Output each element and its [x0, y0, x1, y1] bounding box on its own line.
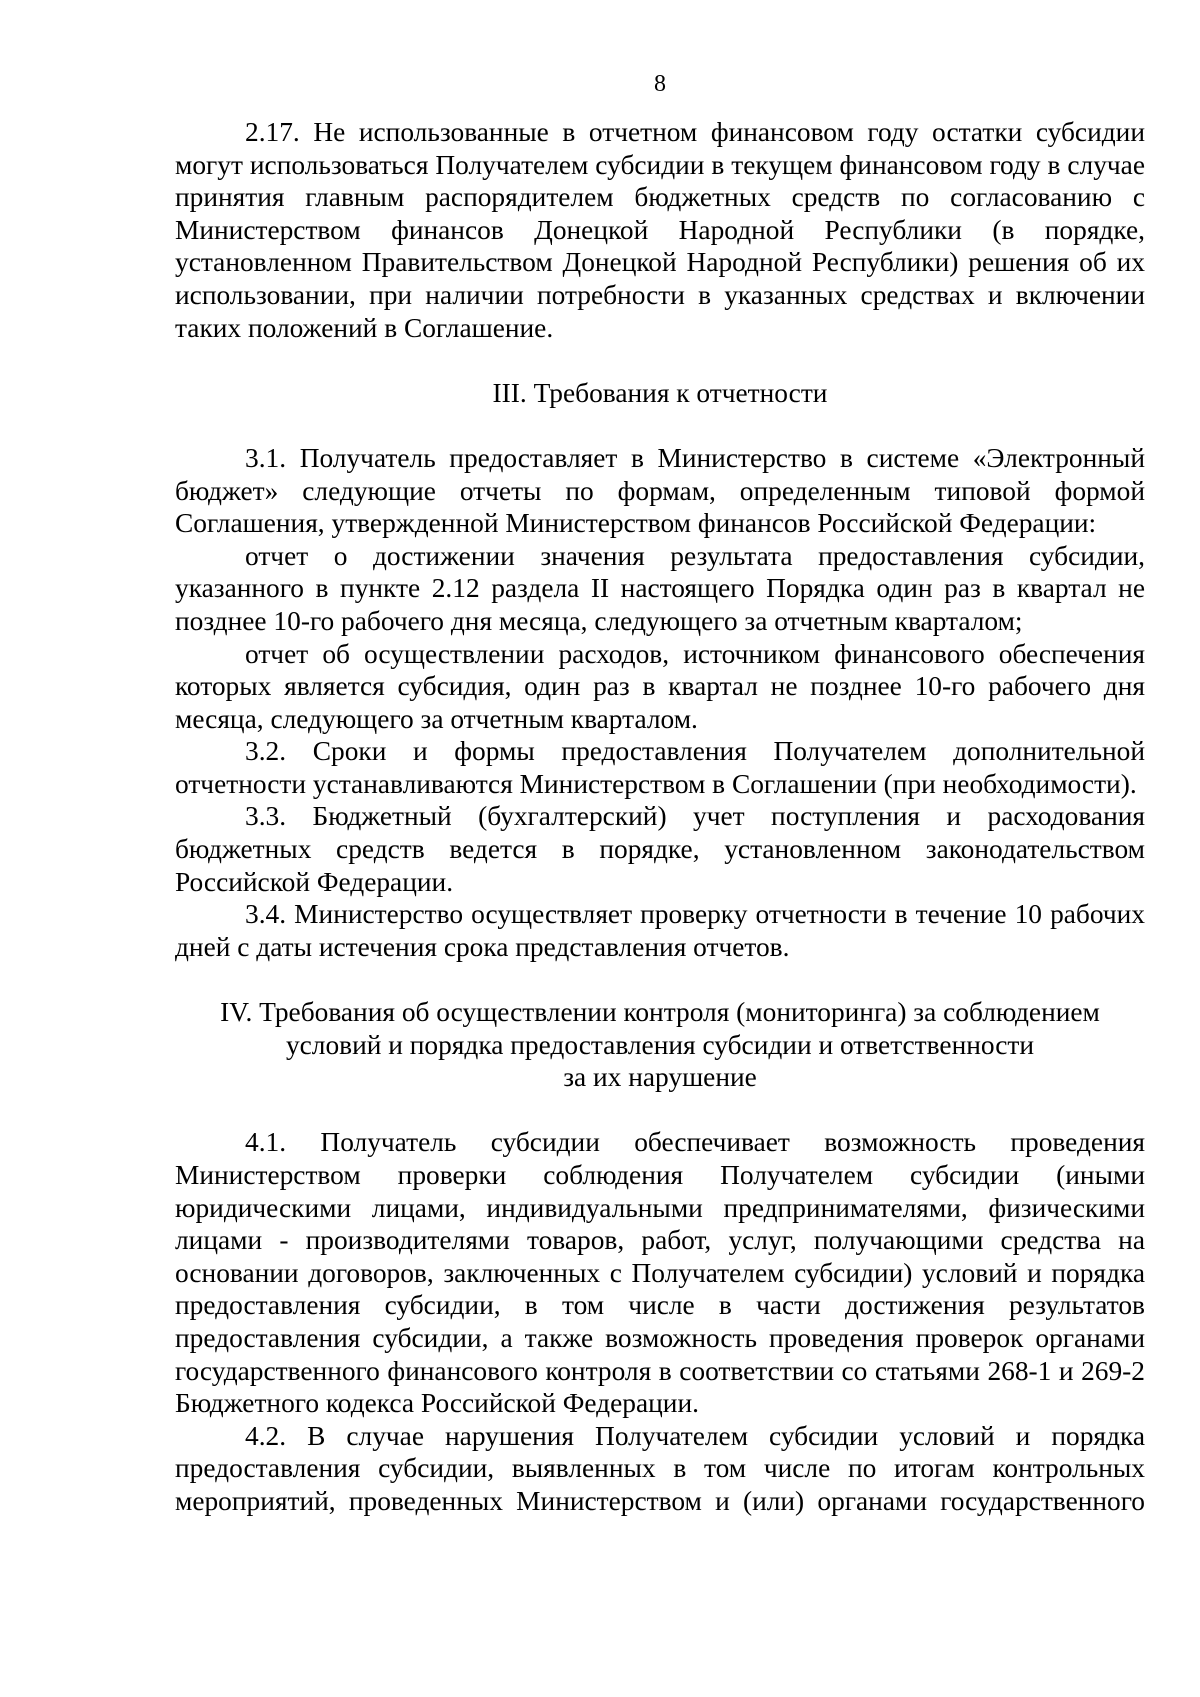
- paragraph-3-3: 3.3. Бюджетный (бухгалтерский) учет поступления и расходования бюджетных средств ведется в порядке, установленном законодательством Российской Федерации.: [175, 801, 1145, 897]
- paragraph-3-4: 3.4. Министерство осуществляет проверку отчетности в течение 10 рабочих дней с даты истечения срока представления отчетов.: [175, 899, 1145, 962]
- spacer: [175, 409, 1145, 442]
- paragraph-4-2: 4.2. В случае нарушения Получателем субсидии условий и порядка предоставления субсидии, выявленных в том числе по итогам контрольных мероприятий, проведенных Министерством и (или) органами государственного: [175, 1420, 1145, 1516]
- spacer: [175, 344, 1145, 377]
- document-body: [175, 116, 1145, 1518]
- paragraph-3-1: 3.1. Получатель предоставляет в Министерство в системе «Электронный бюджет» следующие отчеты по формам, определенным типовой формой Соглашения, утвержденной Министерством финансов Российской Федерации:: [175, 442, 1145, 539]
- paragraph-3-2: 3.2. Сроки и формы предоставления Получателем дополнительной отчетности устанавливаются Министерством в Соглашении (при необходимости).: [175, 736, 1145, 799]
- paragraph-3-1-report-expenses: отчет об осуществлении расходов, источником финансового обеспечения которых является субсидия, один раз в квартал не позднее 10-го рабочего дня месяца, следующего за отчетным кварталом.: [175, 638, 1145, 734]
- page-number: 8: [654, 71, 666, 97]
- spacer: [175, 1094, 1145, 1127]
- paragraph-2-17: 2.17. Не использованные в отчетном финансовом году остатки субсидии могут использоваться Получателем субсидии в текущем финансовом году в случае принятия главным распорядителем бюджетных средств по согласованию с Министерством финансов Донецкой Народной Республики (в порядке, установленном Правительством Донецкой Народной Республики) решения об их использовании, при наличии потребности в указанных средствах и включении таких положений в Соглашение.: [175, 117, 1145, 343]
- section-heading-3: III. Требования к отчетности: [492, 377, 828, 408]
- section-heading-4-line-2: условий и порядка предоставления субсидии и ответственности: [285, 1029, 1035, 1060]
- paragraph-3-1-report-result: отчет о достижении значения результата предоставления субсидии, указанного в пункте 2.12 раздела II настоящего Порядка один раз в квартал не позднее 10-го рабочего дня месяца, следующего за отчетным кварталом;: [175, 540, 1145, 636]
- spacer: [175, 963, 1145, 996]
- section-heading-4-line-1: IV. Требования об осуществлении контроля (мониторинга) за соблюдением: [220, 997, 1100, 1028]
- paragraph-4-1: 4.1. Получатель субсидии обеспечивает возможность проведения Министерством проверки соблюдения Получателем субсидии (иными юридическими лицами, индивидуальными предпринимателями, физическими лицами - производителями товаров, работ, услуг, получающими средства на основании договоров, заключенных с Получателем субсидии) условий и порядка предоставления субсидии, в том числе в части достижения результатов предоставления субсидии, а также возможность проведения проверок органами государственного финансового контроля в соответствии со статьями 268-1 и 269-2 Бюджетного кодекса Российской Федерации.: [175, 1127, 1145, 1419]
- section-heading-4-line-3: за их нарушение: [563, 1062, 757, 1093]
